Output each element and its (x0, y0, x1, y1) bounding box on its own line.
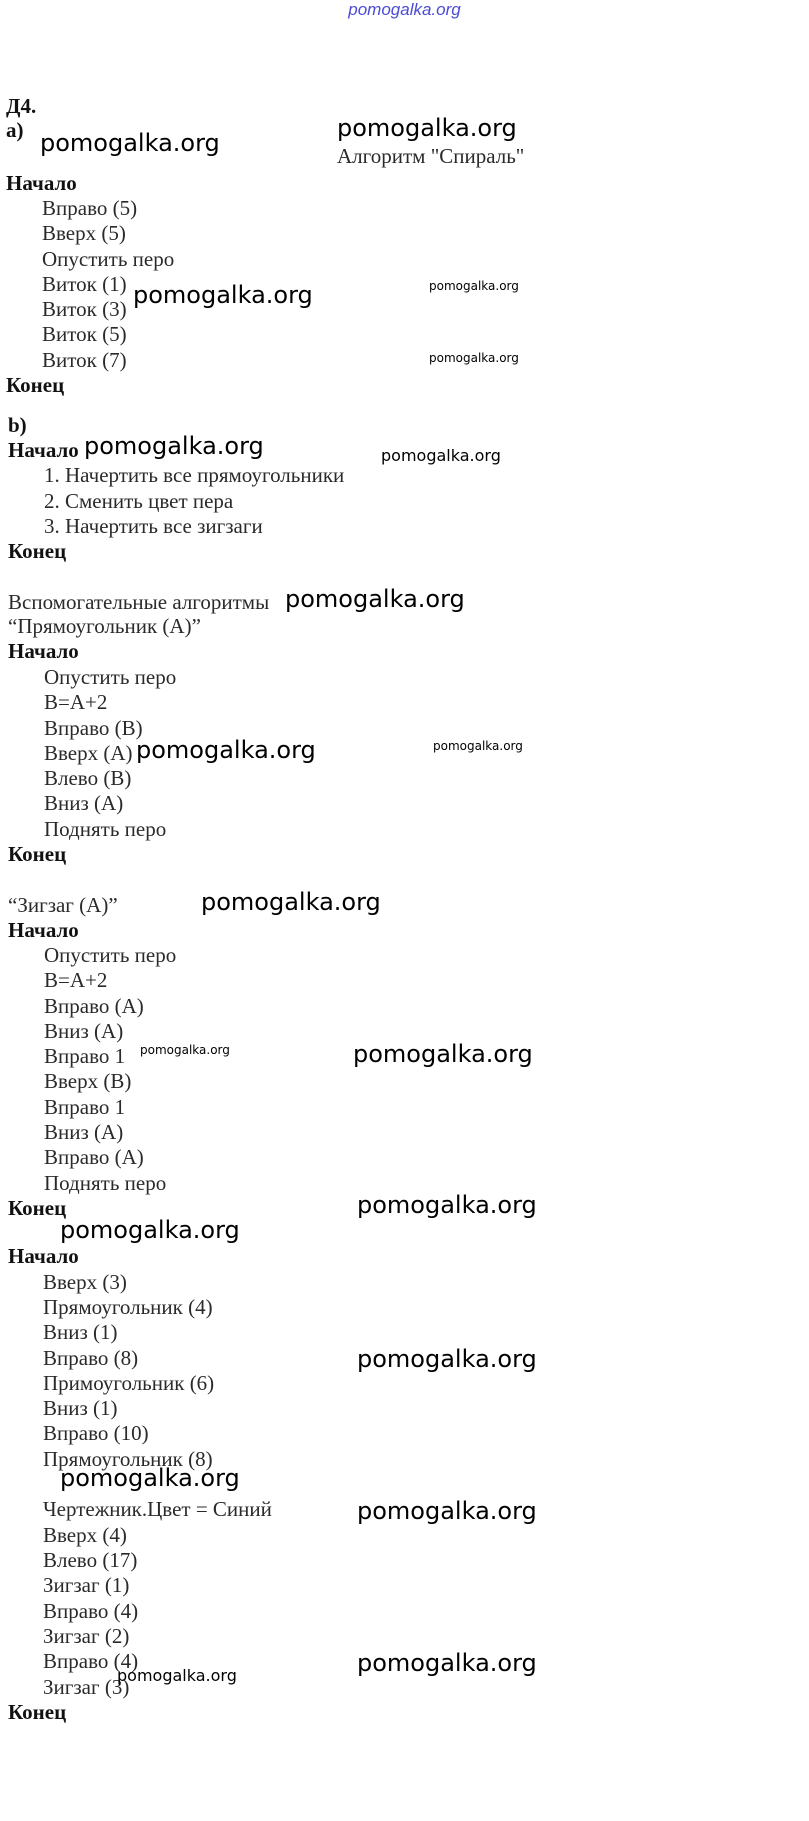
spiral-title: Алгоритм "Спираль" (337, 144, 525, 168)
main-line: Зигзаг (2) (43, 1624, 130, 1648)
watermark: pomogalka.org (429, 279, 519, 293)
main-line: Вниз (1) (43, 1320, 118, 1344)
watermark: pomogalka.org (60, 1216, 240, 1244)
part-a-label: а) (6, 118, 24, 142)
watermark: pomogalka.org (40, 129, 220, 157)
zigzag-line: Вправо 1 (44, 1095, 126, 1119)
rect-line: Опустить перо (44, 665, 177, 689)
site-link[interactable]: pomogalka.org (348, 0, 461, 19)
main-line: Зигзаг (1) (43, 1573, 130, 1597)
watermark: pomogalka.org (353, 1040, 533, 1068)
watermark: pomogalka.org (84, 432, 264, 460)
part-b-line: 1. Начертить все прямоугольники (44, 463, 345, 487)
part-a-line: Виток (5) (42, 322, 127, 346)
main-line: Примоугольник (6) (43, 1371, 215, 1395)
watermark: pomogalka.org (140, 1043, 230, 1057)
main-line: Чертежник.Цвет = Синий (43, 1497, 272, 1521)
part-b-start: Начало (8, 438, 79, 462)
watermark: pomogalka.org (136, 736, 316, 764)
rect-end: Конец (8, 842, 67, 866)
watermark: pomogalka.org (381, 446, 501, 465)
rect-start: Начало (8, 639, 79, 663)
main-line: Влево (17) (43, 1548, 138, 1572)
watermark: pomogalka.org (429, 351, 519, 365)
watermark: pomogalka.org (357, 1191, 537, 1219)
watermark: pomogalka.org (433, 739, 523, 753)
rect-line: Вниз (А) (44, 791, 124, 815)
zigzag-end: Конец (8, 1196, 67, 1220)
watermark: pomogalka.org (337, 114, 517, 142)
part-b-end: Конец (8, 539, 67, 563)
zigzag-line: Вверх (В) (44, 1069, 132, 1093)
part-a-line: Виток (7) (42, 348, 127, 372)
main-line: Вниз (1) (43, 1396, 118, 1420)
part-a-start: Начало (6, 171, 77, 195)
rect-line: Вправо (В) (44, 716, 143, 740)
rect-line: Поднять перо (44, 817, 167, 841)
main-line: Прямоугольник (8) (43, 1447, 213, 1471)
main-line: Вверх (4) (43, 1523, 127, 1547)
zigzag-line: Вправо (А) (44, 1145, 144, 1169)
part-a-end: Конец (6, 373, 65, 397)
helpers-title: Вспомогательные алгоритмы (8, 590, 270, 614)
part-a-line: Опустить перо (42, 247, 175, 271)
zigzag-line: Опустить перо (44, 943, 177, 967)
main-end: Конец (8, 1700, 67, 1724)
zigzag-line: Вправо (А) (44, 994, 144, 1018)
main-line: Прямоугольник (4) (43, 1295, 213, 1319)
part-a-line: Виток (3) (42, 297, 127, 321)
zigzag-line: Вправо 1 (44, 1044, 126, 1068)
task-number: Д4. (6, 94, 37, 118)
part-b-label: b) (8, 413, 27, 437)
rect-name: “Прямоугольник (А)” (8, 614, 201, 638)
part-b-line: 2. Сменить цвет пера (44, 489, 234, 513)
main-line: Вправо (8) (43, 1346, 139, 1370)
main-start: Начало (8, 1244, 79, 1268)
zigzag-start: Начало (8, 918, 79, 942)
main-line: Вверх (3) (43, 1270, 127, 1294)
watermark: pomogalka.org (60, 1464, 240, 1492)
main-line: Зигзаг (3) (43, 1675, 130, 1699)
watermark: pomogalka.org (357, 1497, 537, 1525)
rect-line: Вверх (А) (44, 741, 133, 765)
main-line: Вправо (4) (43, 1649, 139, 1673)
part-a-line: Виток (1) (42, 272, 127, 296)
watermark: pomogalka.org (133, 281, 313, 309)
main-line: Вправо (4) (43, 1599, 139, 1623)
part-a-line: Вправо (5) (42, 196, 138, 220)
part-b-line: 3. Начертить все зигзаги (44, 514, 263, 538)
zigzag-name: “Зигзаг (А)” (8, 893, 118, 917)
watermark: pomogalka.org (117, 1666, 237, 1685)
zigzag-line: Поднять перо (44, 1171, 167, 1195)
zigzag-line: В=А+2 (44, 968, 108, 992)
watermark: pomogalka.org (357, 1649, 537, 1677)
watermark: pomogalka.org (285, 585, 465, 613)
watermark: pomogalka.org (357, 1345, 537, 1373)
part-a-line: Вверх (5) (42, 221, 126, 245)
rect-line: В=А+2 (44, 690, 108, 714)
rect-line: Влево (В) (44, 766, 132, 790)
zigzag-line: Вниз (А) (44, 1120, 124, 1144)
zigzag-line: Вниз (А) (44, 1019, 124, 1043)
main-line: Вправо (10) (43, 1421, 149, 1445)
watermark: pomogalka.org (201, 888, 381, 916)
